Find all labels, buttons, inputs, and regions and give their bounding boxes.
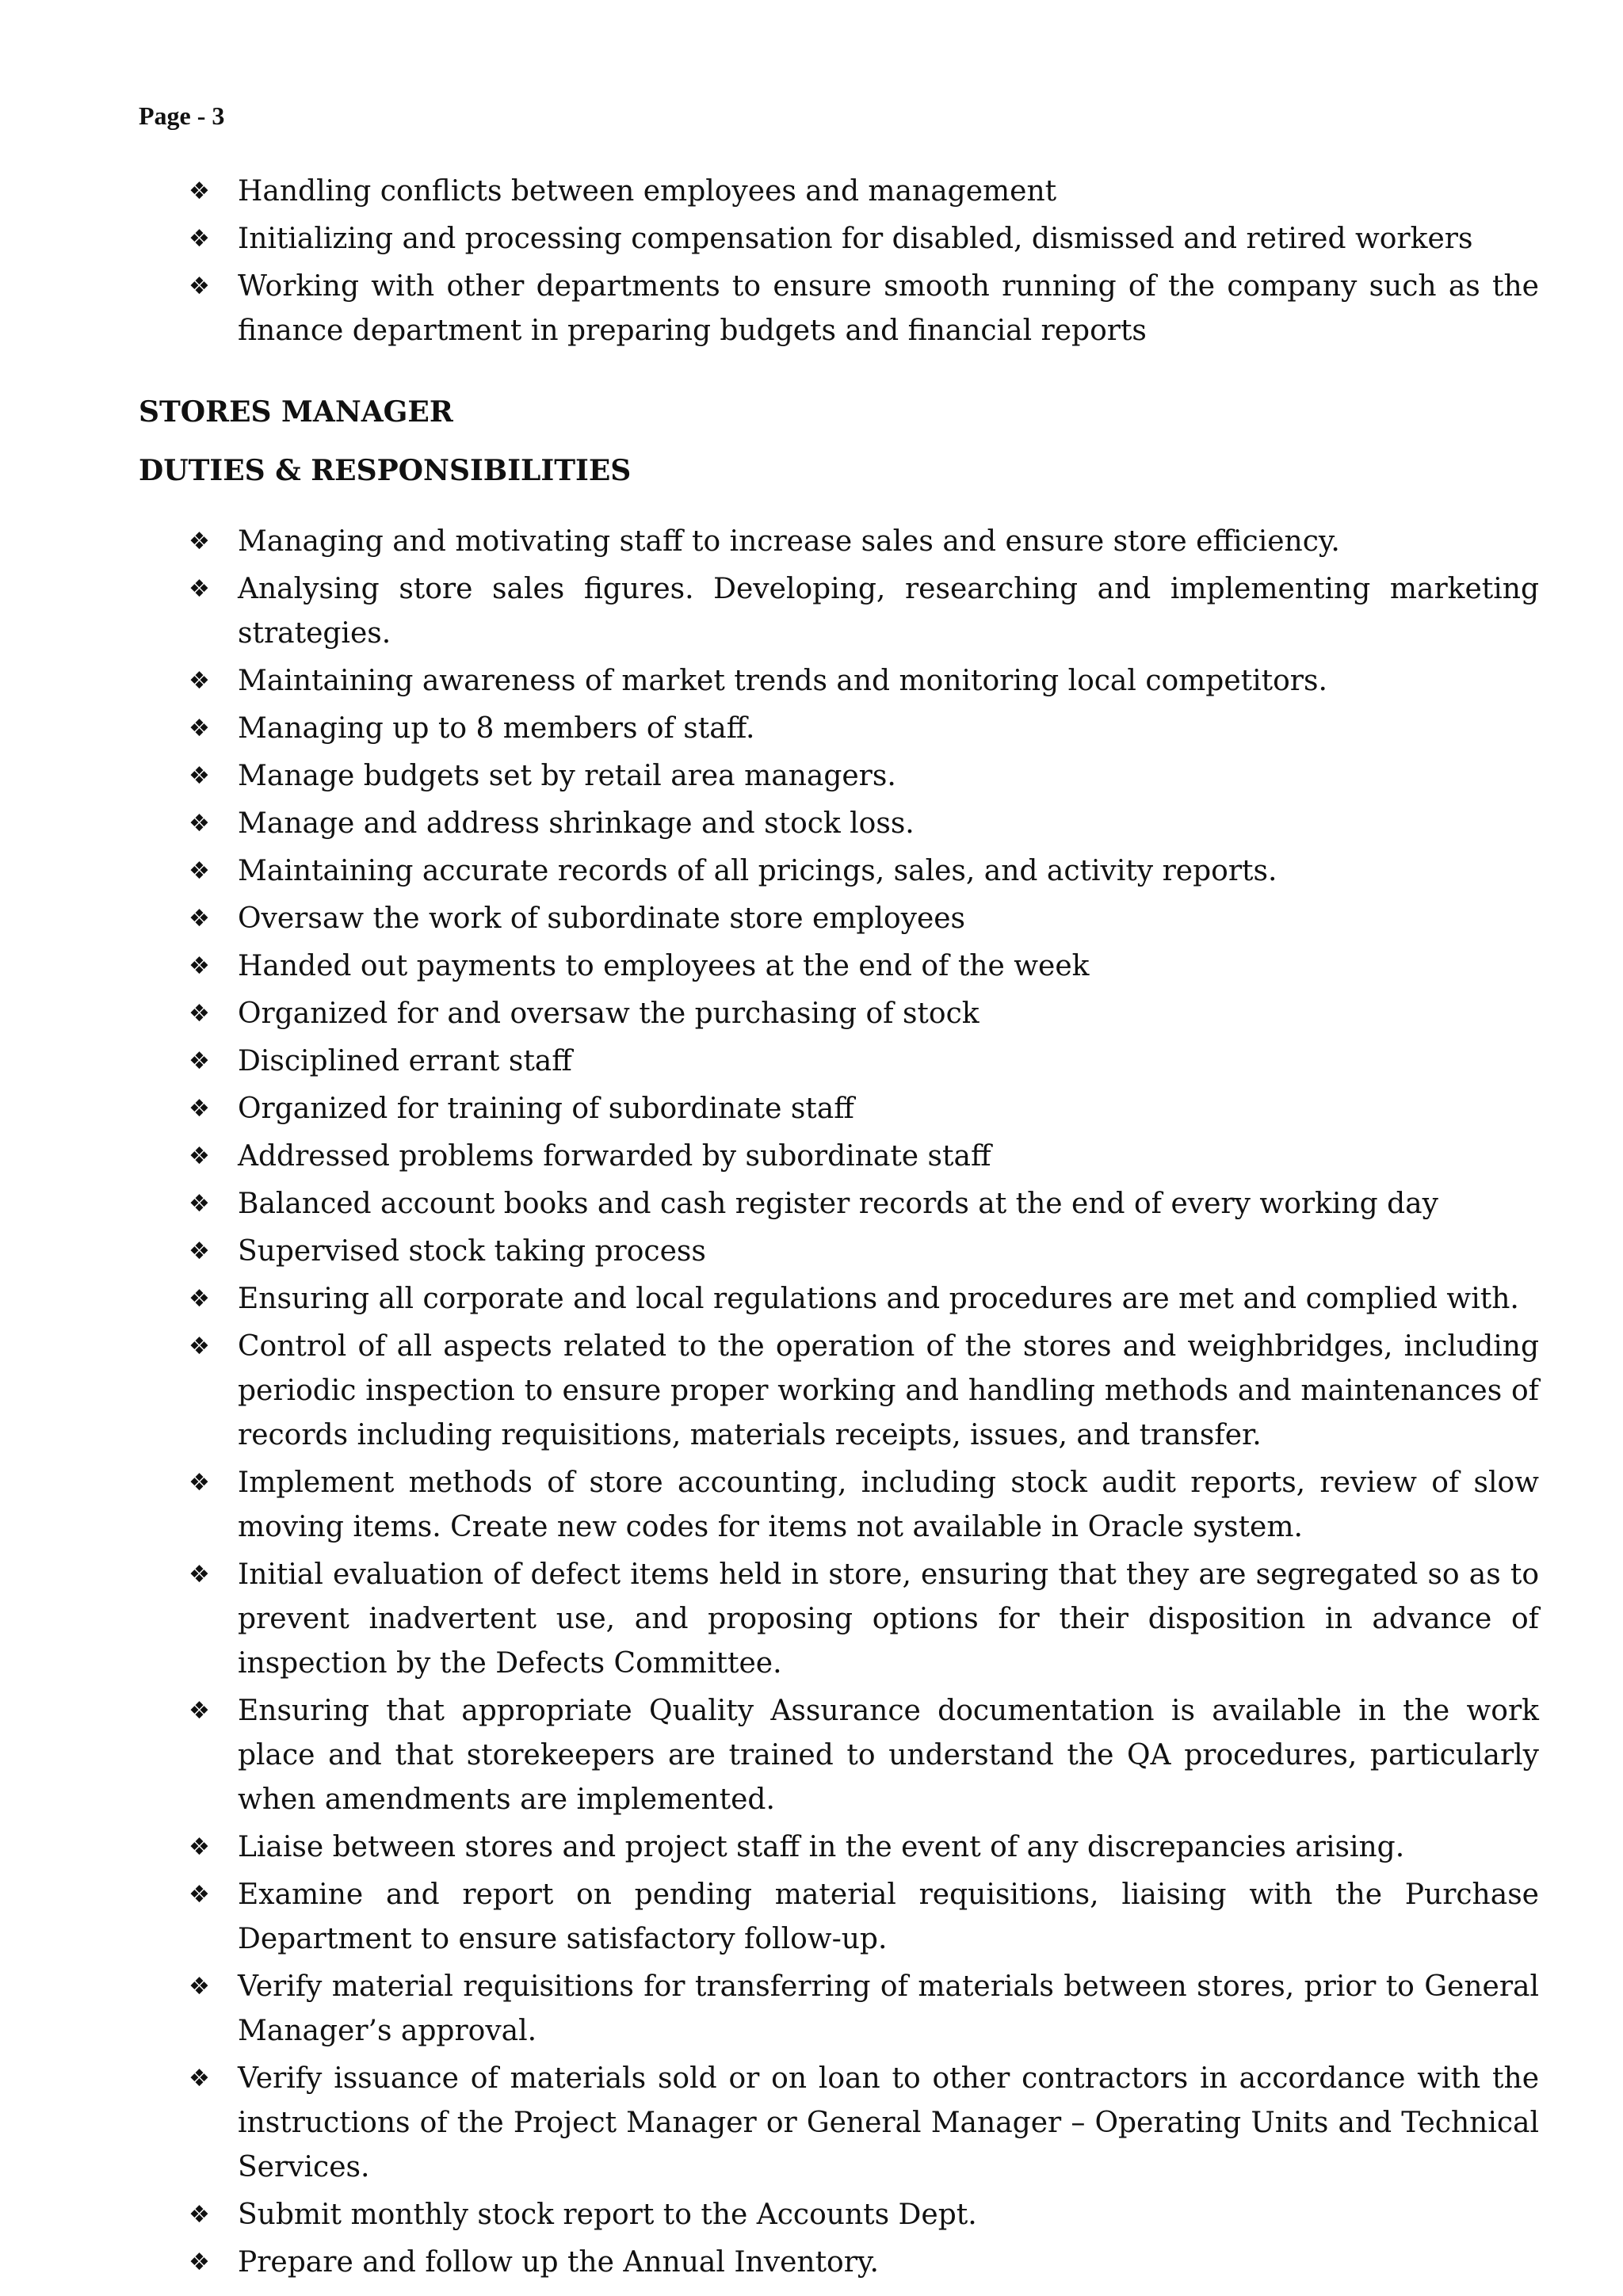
diamond-bullet-icon: ❖ [189,1000,210,1028]
list-item [189,1825,1539,1870]
diamond-bullet-icon: ❖ [189,1285,210,1313]
intro-list-section [0,170,1623,357]
diamond-bullet-icon: ❖ [189,667,210,695]
list-item-text: Manage and address shrinkage and stock loss. [238,807,915,840]
diamond-bullet-icon: ❖ [189,905,210,933]
role-heading: STORES MANAGER [139,395,453,429]
list-item-text: Maintaining accurate records of all pricings, sales, and activity reports. [238,855,1277,887]
list-item [189,1965,1539,2054]
list-item-text: Manage budgets set by retail area managers. [238,760,896,792]
list-item [189,802,1539,846]
list-item-text: Liaise between stores and project staff in the event of any discrepancies arising. [238,1831,1405,1863]
list-item-text: Verify material requisitions for transferring of materials between stores, prior to General Manager’s approval. [238,1970,1539,2047]
list-item-text: Balanced account books and cash register records at the end of every working day [238,1188,1438,1220]
list-item [189,1039,1539,1084]
list-item-text: Ensuring that appropriate Quality Assurance documentation is available in the work place and that storekeepers are trained to understand the QA procedures, particularly when amendments are implemented. [238,1695,1539,1816]
diamond-bullet-icon: ❖ [189,715,210,742]
list-item [189,944,1539,989]
diamond-bullet-icon: ❖ [189,1047,210,1075]
list-item-text: Control of all aspects related to the operation of the stores and weighbridges, including periodic inspection to ensure proper working and handling methods and maintenances of records including requisitions, materials receipts, issues, and transfer. [238,1330,1539,1451]
list-item-text: Prepare and follow up the Annual Inventory. [238,2246,879,2279]
list-item-text: Initial evaluation of defect items held in store, ensuring that they are segregated so as to prevent inadvertent use, and proposing options for their disposition in advance of inspection by the Defects Committee. [238,1558,1539,1680]
list-item [189,2193,1539,2237]
diamond-bullet-icon: ❖ [189,225,210,253]
list-item-text: Initializing and processing compensation for disabled, dismissed and retired workers [238,223,1473,255]
diamond-bullet-icon: ❖ [189,273,210,300]
diamond-bullet-icon: ❖ [189,1881,210,1909]
list-item-text: Addressed problems forwarded by subordinate staff [238,1140,991,1173]
diamond-bullet-icon: ❖ [189,1333,210,1360]
list-item-text: Organized for training of subordinate staff [238,1093,854,1125]
list-item-text: Examine and report on pending material requisitions, liaising with the Purchase Department to ensure satisfactory follow-up. [238,1878,1539,1955]
list-item-text: Ensuring all corporate and local regulations and procedures are met and complied with. [238,1283,1519,1315]
list-item [189,707,1539,751]
list-item-text: Managing up to 8 members of staff. [238,712,755,745]
list-item-text: Oversaw the work of subordinate store employees [238,902,966,935]
list-item [189,1461,1539,1550]
list-item-text: Organized for and oversaw the purchasing of stock [238,997,980,1030]
list-item [189,520,1539,564]
diamond-bullet-icon: ❖ [189,1833,210,1861]
diamond-bullet-icon: ❖ [189,762,210,790]
list-item [189,754,1539,799]
diamond-bullet-icon: ❖ [189,1561,210,1589]
list-item [189,1873,1539,1962]
list-item [189,217,1539,261]
list-item [189,1553,1539,1686]
list-item [189,1277,1539,1322]
list-item [189,567,1539,656]
diamond-bullet-icon: ❖ [189,575,210,603]
page-number: Page - 3 [139,101,225,130]
diamond-bullet-icon: ❖ [189,1469,210,1497]
diamond-bullet-icon: ❖ [189,1142,210,1170]
diamond-bullet-icon: ❖ [189,177,210,205]
diamond-bullet-icon: ❖ [189,1697,210,1725]
list-item [189,1135,1539,1179]
list-item [189,659,1539,704]
list-item [189,1325,1539,1458]
diamond-bullet-icon: ❖ [189,1238,210,1265]
list-item [189,2057,1539,2190]
diamond-bullet-icon: ❖ [189,1973,210,2000]
list-item-text: Working with other departments to ensure smooth running of the company such as the finance department in preparing budgets and financial reports [238,270,1539,347]
list-item-text: Managing and motivating staff to increase sales and ensure store efficiency. [238,525,1340,558]
diamond-bullet-icon: ❖ [189,810,210,837]
diamond-bullet-icon: ❖ [189,2065,210,2092]
duties-heading: DUTIES & RESPONSIBILITIES [139,454,632,487]
list-item-text: Handed out payments to employees at the end of the week [238,950,1090,982]
list-item-text: Handling conflicts between employees and management [238,175,1057,208]
diamond-bullet-icon: ❖ [189,2248,210,2276]
list-item-text: Supervised stock taking process [238,1235,706,1268]
intro-bullet-list [0,170,1539,353]
diamond-bullet-icon: ❖ [189,1190,210,1218]
duties-list-section [0,520,1623,2288]
list-item [189,1230,1539,1274]
list-item-text: Maintaining awareness of market trends and monitoring local competitors. [238,665,1327,697]
diamond-bullet-icon: ❖ [189,528,210,555]
diamond-bullet-icon: ❖ [189,952,210,980]
list-item [189,897,1539,941]
list-item-text: Submit monthly stock report to the Accounts Dept. [238,2199,977,2231]
list-item-text: Disciplined errant staff [238,1045,572,1077]
duties-bullet-list [0,520,1539,2285]
list-item [189,1689,1539,1822]
list-item [189,2241,1539,2285]
diamond-bullet-icon: ❖ [189,857,210,885]
list-item-text: Implement methods of store accounting, including stock audit reports, review of slow moving items. Create new codes for items not available in Oracle system. [238,1466,1539,1543]
list-item [189,1087,1539,1131]
list-item [189,1182,1539,1226]
list-item [189,265,1539,353]
list-item [189,849,1539,894]
diamond-bullet-icon: ❖ [189,2201,210,2229]
diamond-bullet-icon: ❖ [189,1095,210,1123]
list-item-text: Verify issuance of materials sold or on loan to other contractors in accordance with the instructions of the Project Manager or General Manager – Operating Units and Technical Services. [238,2062,1539,2183]
list-item [189,170,1539,214]
list-item [189,992,1539,1036]
list-item-text: Analysing store sales figures. Developing, researching and implementing marketing strategies. [238,573,1539,650]
